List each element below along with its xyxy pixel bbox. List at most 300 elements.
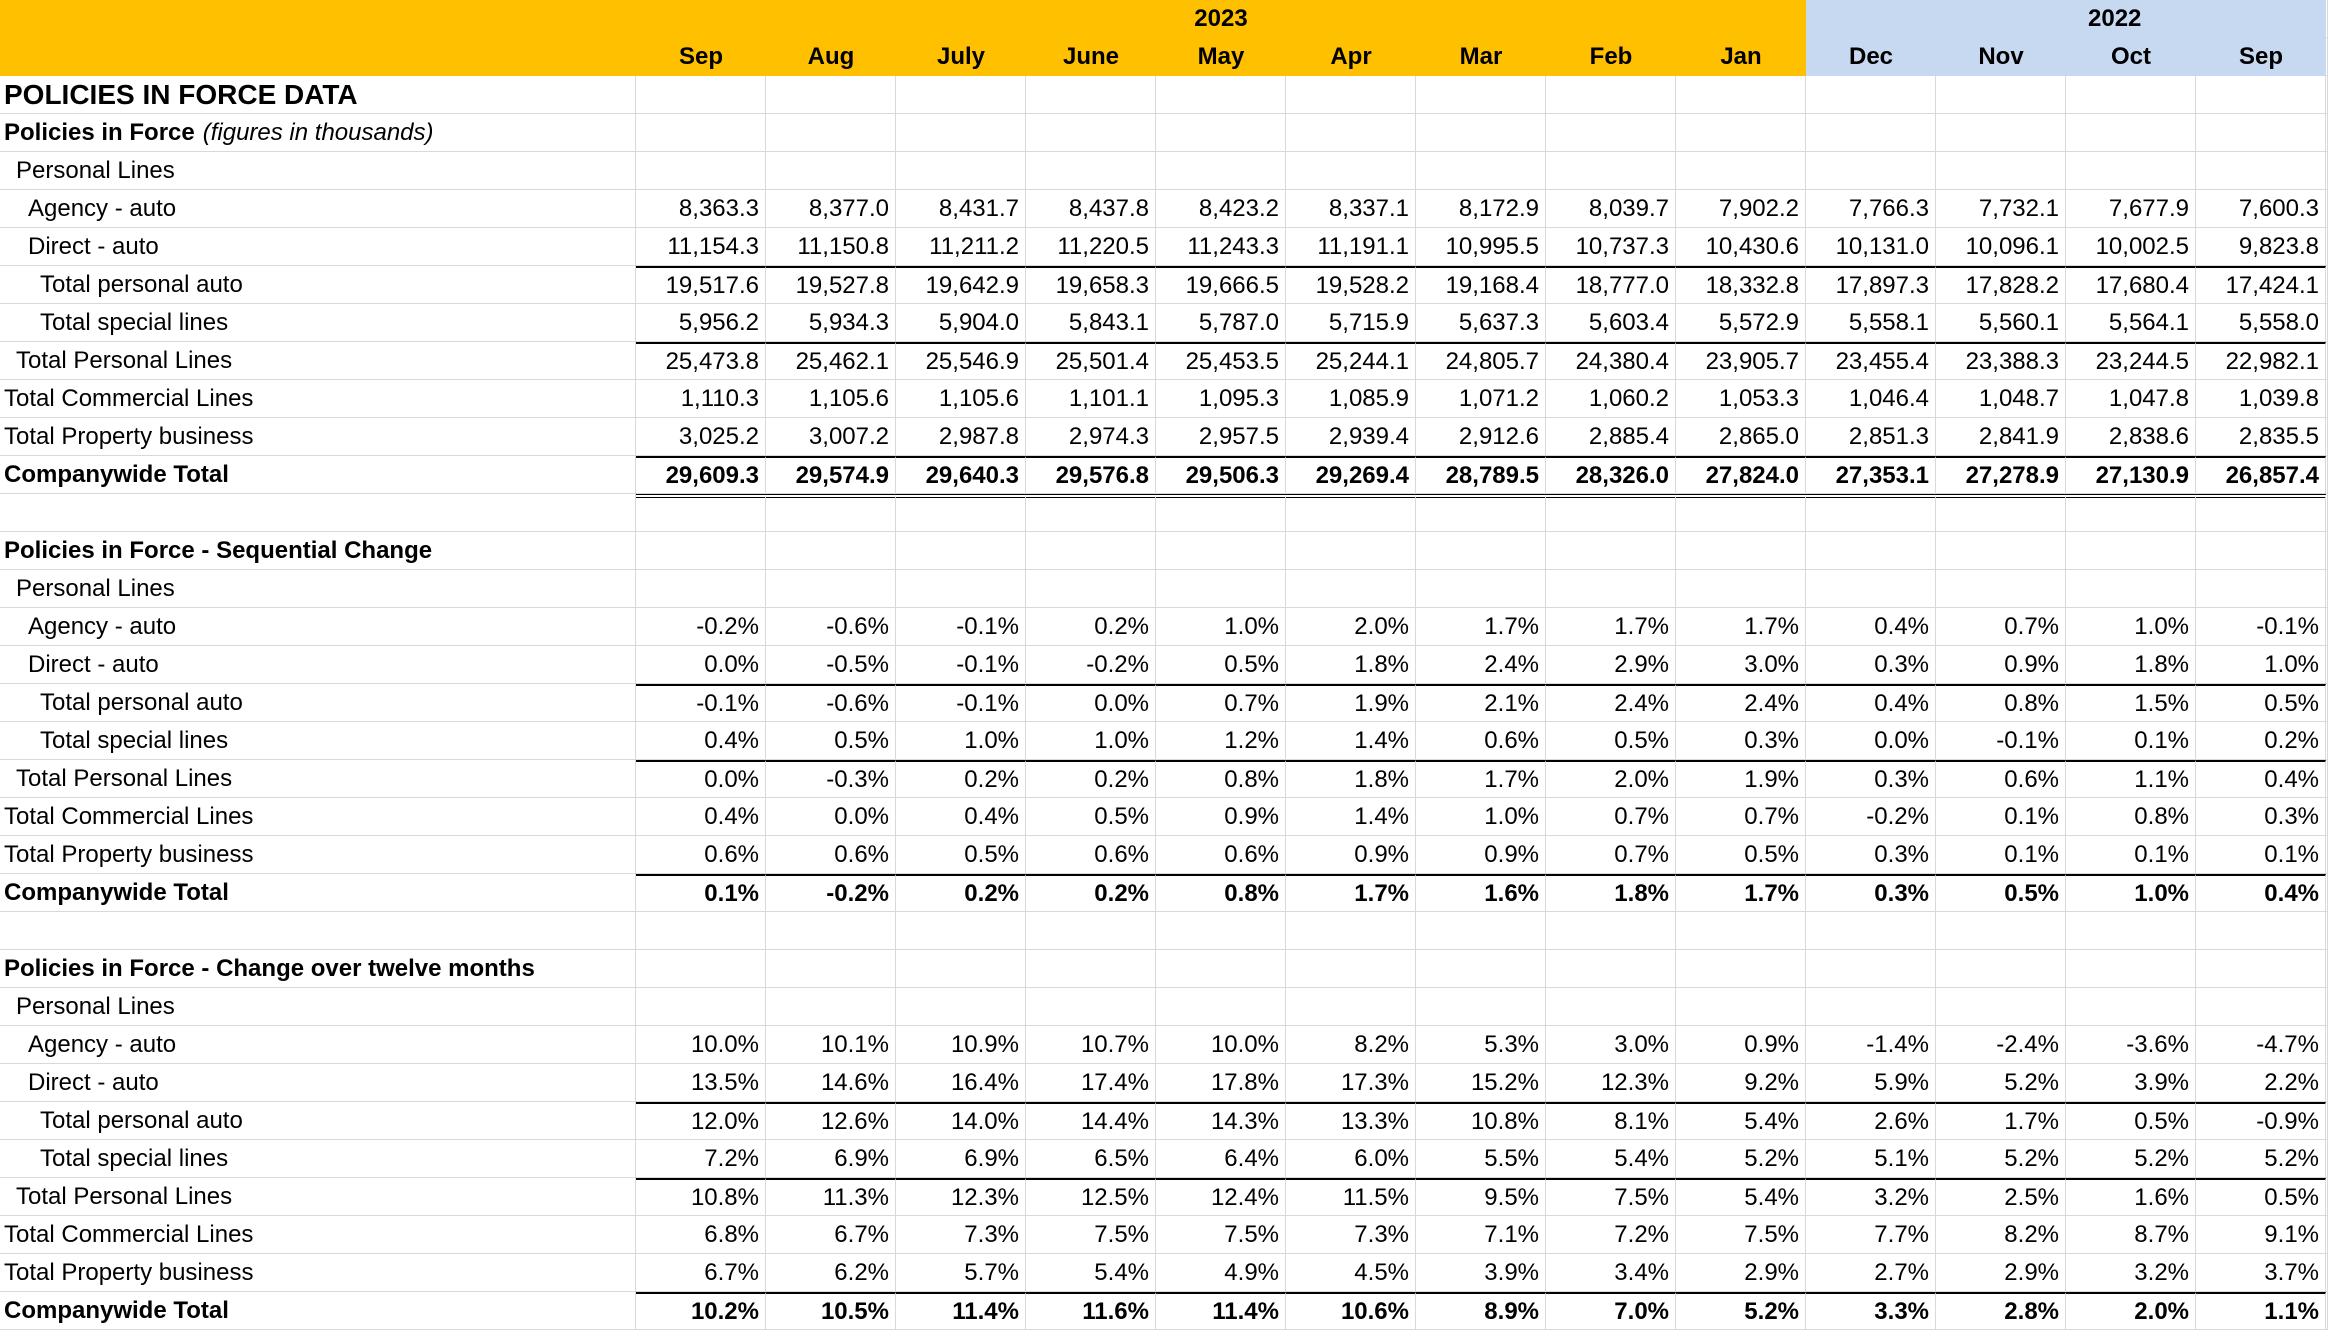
value-cell[interactable]: -0.1% [636, 684, 766, 722]
value-cell[interactable]: 6.9% [896, 1140, 1026, 1178]
value-cell[interactable]: 1.1% [2196, 1292, 2326, 1330]
value-cell[interactable]: 5.2% [2066, 1140, 2196, 1178]
empty-cell[interactable] [1806, 152, 1936, 190]
value-cell[interactable]: 7.5% [1676, 1216, 1806, 1254]
value-cell[interactable]: 10,995.5 [1416, 228, 1546, 266]
empty-cell[interactable] [1026, 76, 1156, 114]
value-cell[interactable]: 0.7% [1676, 798, 1806, 836]
header-fill[interactable] [636, 0, 766, 38]
empty-cell[interactable] [1416, 570, 1546, 608]
value-cell[interactable]: 11.3% [766, 1178, 896, 1216]
row-label[interactable]: Total special lines [0, 1140, 636, 1178]
empty-cell[interactable] [1156, 950, 1286, 988]
empty-cell[interactable] [1676, 570, 1806, 608]
value-cell[interactable]: 0.4% [636, 798, 766, 836]
row-label[interactable]: Total Personal Lines [0, 760, 636, 798]
value-cell[interactable]: 12.0% [636, 1102, 766, 1140]
value-cell[interactable]: 11,150.8 [766, 228, 896, 266]
value-cell[interactable]: 27,130.9 [2066, 456, 2196, 494]
value-cell[interactable]: 2,841.9 [1936, 418, 2066, 456]
empty-cell[interactable] [2196, 494, 2326, 532]
empty-cell[interactable] [2066, 988, 2196, 1026]
empty-cell[interactable] [766, 912, 896, 950]
empty-cell[interactable] [896, 570, 1026, 608]
value-cell[interactable]: 4.5% [1286, 1254, 1416, 1292]
value-cell[interactable]: 1,085.9 [1286, 380, 1416, 418]
section-heading[interactable] [0, 950, 636, 988]
value-cell[interactable]: 7.7% [1806, 1216, 1936, 1254]
value-cell[interactable]: 0.7% [1546, 798, 1676, 836]
empty-cell[interactable] [636, 532, 766, 570]
empty-cell[interactable] [2066, 152, 2196, 190]
value-cell[interactable]: -0.1% [896, 646, 1026, 684]
value-cell[interactable]: 5.2% [2196, 1140, 2326, 1178]
value-cell[interactable]: 8,363.3 [636, 190, 766, 228]
value-cell[interactable]: 0.1% [636, 874, 766, 912]
empty-cell[interactable] [1286, 912, 1416, 950]
empty-cell[interactable] [766, 570, 896, 608]
value-cell[interactable]: 1.9% [1676, 760, 1806, 798]
value-cell[interactable]: 27,278.9 [1936, 456, 2066, 494]
empty-cell[interactable] [896, 912, 1026, 950]
value-cell[interactable]: 5,564.1 [2066, 304, 2196, 342]
value-cell[interactable]: 5,787.0 [1156, 304, 1286, 342]
value-cell[interactable]: 27,824.0 [1676, 456, 1806, 494]
value-cell[interactable]: -0.9% [2196, 1102, 2326, 1140]
empty-cell[interactable] [1286, 114, 1416, 152]
value-cell[interactable]: 0.3% [2196, 798, 2326, 836]
value-cell[interactable]: 11,211.2 [896, 228, 1026, 266]
month-header[interactable]: Feb [1546, 38, 1676, 76]
group-label[interactable]: Personal Lines [0, 152, 636, 190]
empty-cell[interactable] [1286, 950, 1416, 988]
value-cell[interactable]: 0.4% [896, 798, 1026, 836]
value-cell[interactable]: 7.3% [1286, 1216, 1416, 1254]
value-cell[interactable]: 0.4% [2196, 874, 2326, 912]
section-heading[interactable] [0, 114, 636, 152]
value-cell[interactable]: 2.0% [2066, 1292, 2196, 1330]
empty-cell[interactable] [1416, 114, 1546, 152]
month-header[interactable]: Mar [1416, 38, 1546, 76]
value-cell[interactable]: 11.4% [896, 1292, 1026, 1330]
value-cell[interactable]: 5.4% [1676, 1102, 1806, 1140]
value-cell[interactable]: 5.3% [1416, 1026, 1546, 1064]
value-cell[interactable]: 17,828.2 [1936, 266, 2066, 304]
value-cell[interactable]: 8,431.7 [896, 190, 1026, 228]
value-cell[interactable]: 2,912.6 [1416, 418, 1546, 456]
empty-cell[interactable] [636, 950, 766, 988]
empty-cell[interactable] [1676, 494, 1806, 532]
value-cell[interactable]: 2.4% [1676, 684, 1806, 722]
value-cell[interactable]: 1,039.8 [2196, 380, 2326, 418]
value-cell[interactable]: 29,576.8 [1026, 456, 1156, 494]
row-label[interactable]: Agency - auto [0, 608, 636, 646]
value-cell[interactable]: 14.3% [1156, 1102, 1286, 1140]
value-cell[interactable]: 7.3% [896, 1216, 1026, 1254]
value-cell[interactable]: 12.5% [1026, 1178, 1156, 1216]
empty-cell[interactable] [636, 152, 766, 190]
value-cell[interactable]: 11.6% [1026, 1292, 1156, 1330]
value-cell[interactable]: 5,956.2 [636, 304, 766, 342]
value-cell[interactable]: 5.2% [1676, 1292, 1806, 1330]
row-label[interactable]: Direct - auto [0, 1064, 636, 1102]
value-cell[interactable]: 1.8% [2066, 646, 2196, 684]
value-cell[interactable]: 3.3% [1806, 1292, 1936, 1330]
value-cell[interactable]: 10,430.6 [1676, 228, 1806, 266]
value-cell[interactable]: 0.1% [2066, 722, 2196, 760]
row-label[interactable]: Companywide Total [0, 1292, 636, 1330]
empty-cell[interactable] [1156, 532, 1286, 570]
value-cell[interactable]: 0.4% [636, 722, 766, 760]
empty-cell[interactable] [1806, 912, 1936, 950]
value-cell[interactable]: 16.4% [896, 1064, 1026, 1102]
month-header[interactable]: Dec [1806, 38, 1936, 76]
empty-cell[interactable] [766, 152, 896, 190]
value-cell[interactable]: 12.3% [1546, 1064, 1676, 1102]
header-fill[interactable] [896, 0, 1026, 38]
value-cell[interactable]: 25,501.4 [1026, 342, 1156, 380]
value-cell[interactable]: 7,600.3 [2196, 190, 2326, 228]
empty-cell[interactable] [1806, 988, 1936, 1026]
empty-cell[interactable] [1286, 532, 1416, 570]
value-cell[interactable]: 0.6% [766, 836, 896, 874]
value-cell[interactable]: 2,987.8 [896, 418, 1026, 456]
value-cell[interactable]: 0.1% [2196, 836, 2326, 874]
value-cell[interactable]: 1.0% [896, 722, 1026, 760]
value-cell[interactable]: 8,337.1 [1286, 190, 1416, 228]
empty-cell[interactable] [1676, 152, 1806, 190]
value-cell[interactable]: 1,046.4 [1806, 380, 1936, 418]
value-cell[interactable]: 22,982.1 [2196, 342, 2326, 380]
value-cell[interactable]: 29,269.4 [1286, 456, 1416, 494]
empty-cell[interactable] [2066, 532, 2196, 570]
empty-cell[interactable] [1936, 988, 2066, 1026]
value-cell[interactable]: 1,105.6 [896, 380, 1026, 418]
value-cell[interactable]: 0.6% [1026, 836, 1156, 874]
empty-cell[interactable] [1676, 114, 1806, 152]
empty-cell[interactable] [1026, 570, 1156, 608]
value-cell[interactable]: -0.2% [1026, 646, 1156, 684]
empty-cell[interactable] [1156, 912, 1286, 950]
value-cell[interactable]: 5,572.9 [1676, 304, 1806, 342]
value-cell[interactable]: 0.9% [1156, 798, 1286, 836]
empty-cell[interactable] [1806, 114, 1936, 152]
empty-cell[interactable] [0, 912, 636, 950]
empty-cell[interactable] [2066, 76, 2196, 114]
header-blank[interactable] [0, 0, 636, 38]
value-cell[interactable]: 5.4% [1546, 1140, 1676, 1178]
value-cell[interactable]: 5.7% [896, 1254, 1026, 1292]
value-cell[interactable]: 1,048.7 [1936, 380, 2066, 418]
month-header[interactable]: Aug [766, 38, 896, 76]
value-cell[interactable]: 1.0% [1026, 722, 1156, 760]
value-cell[interactable]: 12.3% [896, 1178, 1026, 1216]
value-cell[interactable]: 3,025.2 [636, 418, 766, 456]
value-cell[interactable]: 0.8% [2066, 798, 2196, 836]
empty-cell[interactable] [1026, 950, 1156, 988]
value-cell[interactable]: 1.7% [1416, 608, 1546, 646]
value-cell[interactable]: 7,766.3 [1806, 190, 1936, 228]
value-cell[interactable]: 1.8% [1546, 874, 1676, 912]
value-cell[interactable]: 0.0% [1806, 722, 1936, 760]
value-cell[interactable]: 6.7% [766, 1216, 896, 1254]
value-cell[interactable]: 11.4% [1156, 1292, 1286, 1330]
empty-cell[interactable] [1806, 950, 1936, 988]
row-label[interactable]: Total Commercial Lines [0, 798, 636, 836]
value-cell[interactable]: 17.8% [1156, 1064, 1286, 1102]
value-cell[interactable]: 7.5% [1026, 1216, 1156, 1254]
value-cell[interactable]: 7,732.1 [1936, 190, 2066, 228]
value-cell[interactable]: 0.9% [1286, 836, 1416, 874]
value-cell[interactable]: 11,243.3 [1156, 228, 1286, 266]
empty-cell[interactable] [2066, 494, 2196, 532]
empty-cell[interactable] [1156, 494, 1286, 532]
empty-cell[interactable] [1936, 494, 2066, 532]
empty-cell[interactable] [1806, 494, 1936, 532]
value-cell[interactable]: 11,191.1 [1286, 228, 1416, 266]
value-cell[interactable]: 2.4% [1546, 684, 1676, 722]
value-cell[interactable]: 8.9% [1416, 1292, 1546, 1330]
value-cell[interactable]: 6.5% [1026, 1140, 1156, 1178]
value-cell[interactable]: 0.5% [2196, 1178, 2326, 1216]
value-cell[interactable]: 9.2% [1676, 1064, 1806, 1102]
row-label[interactable]: Companywide Total [0, 456, 636, 494]
header-fill[interactable] [1286, 0, 1416, 38]
value-cell[interactable]: 2,851.3 [1806, 418, 1936, 456]
value-cell[interactable]: 8.7% [2066, 1216, 2196, 1254]
value-cell[interactable]: 29,506.3 [1156, 456, 1286, 494]
value-cell[interactable]: 0.1% [1936, 798, 2066, 836]
value-cell[interactable]: 13.5% [636, 1064, 766, 1102]
empty-cell[interactable] [636, 494, 766, 532]
value-cell[interactable]: 6.8% [636, 1216, 766, 1254]
header-blank[interactable] [0, 38, 636, 76]
empty-cell[interactable] [1416, 912, 1546, 950]
value-cell[interactable]: -2.4% [1936, 1026, 2066, 1064]
value-cell[interactable]: 29,609.3 [636, 456, 766, 494]
value-cell[interactable]: 2,865.0 [1676, 418, 1806, 456]
value-cell[interactable]: 0.3% [1806, 760, 1936, 798]
value-cell[interactable]: 9.1% [2196, 1216, 2326, 1254]
value-cell[interactable]: 0.1% [1936, 836, 2066, 874]
empty-cell[interactable] [896, 494, 1026, 532]
row-label[interactable]: Agency - auto [0, 190, 636, 228]
value-cell[interactable]: 6.2% [766, 1254, 896, 1292]
empty-cell[interactable] [1156, 988, 1286, 1026]
value-cell[interactable]: 2.1% [1416, 684, 1546, 722]
value-cell[interactable]: 1,110.3 [636, 380, 766, 418]
empty-cell[interactable] [896, 988, 1026, 1026]
value-cell[interactable]: 0.5% [896, 836, 1026, 874]
value-cell[interactable]: 1.9% [1286, 684, 1416, 722]
value-cell[interactable]: 7.1% [1416, 1216, 1546, 1254]
row-label[interactable]: Total Property business [0, 418, 636, 456]
value-cell[interactable]: 5.4% [1676, 1178, 1806, 1216]
value-cell[interactable]: 0.8% [1156, 874, 1286, 912]
value-cell[interactable]: 10.9% [896, 1026, 1026, 1064]
value-cell[interactable]: 7.2% [636, 1140, 766, 1178]
value-cell[interactable]: 25,244.1 [1286, 342, 1416, 380]
row-label[interactable]: Total Property business [0, 836, 636, 874]
value-cell[interactable]: 6.7% [636, 1254, 766, 1292]
empty-cell[interactable] [1026, 532, 1156, 570]
value-cell[interactable]: 1.7% [1416, 760, 1546, 798]
value-cell[interactable]: 23,388.3 [1936, 342, 2066, 380]
header-fill[interactable] [766, 0, 896, 38]
empty-cell[interactable] [1286, 570, 1416, 608]
empty-cell[interactable] [1806, 76, 1936, 114]
value-cell[interactable]: 14.0% [896, 1102, 1026, 1140]
empty-cell[interactable] [896, 76, 1026, 114]
month-header[interactable]: Apr [1286, 38, 1416, 76]
empty-cell[interactable] [1156, 114, 1286, 152]
value-cell[interactable]: 17.3% [1286, 1064, 1416, 1102]
row-label[interactable]: Direct - auto [0, 646, 636, 684]
empty-cell[interactable] [1546, 950, 1676, 988]
value-cell[interactable]: 10,131.0 [1806, 228, 1936, 266]
empty-cell[interactable] [1936, 114, 2066, 152]
value-cell[interactable]: 10.7% [1026, 1026, 1156, 1064]
month-header[interactable]: June [1026, 38, 1156, 76]
value-cell[interactable]: 2.7% [1806, 1254, 1936, 1292]
value-cell[interactable]: 18,777.0 [1546, 266, 1676, 304]
empty-cell[interactable] [1806, 570, 1936, 608]
value-cell[interactable]: 2.2% [2196, 1064, 2326, 1102]
empty-cell[interactable] [1026, 988, 1156, 1026]
row-label[interactable]: Total personal auto [0, 266, 636, 304]
value-cell[interactable]: 10,096.1 [1936, 228, 2066, 266]
empty-cell[interactable] [1156, 76, 1286, 114]
row-label[interactable]: Total special lines [0, 722, 636, 760]
value-cell[interactable]: 19,642.9 [896, 266, 1026, 304]
value-cell[interactable]: -0.6% [766, 608, 896, 646]
value-cell[interactable]: 5,558.1 [1806, 304, 1936, 342]
value-cell[interactable]: 1,053.3 [1676, 380, 1806, 418]
value-cell[interactable]: 1.7% [1676, 608, 1806, 646]
value-cell[interactable]: 1,060.2 [1546, 380, 1676, 418]
empty-cell[interactable] [896, 950, 1026, 988]
value-cell[interactable]: 0.8% [1156, 760, 1286, 798]
value-cell[interactable]: 7,902.2 [1676, 190, 1806, 228]
value-cell[interactable]: 1,047.8 [2066, 380, 2196, 418]
value-cell[interactable]: 2.5% [1936, 1178, 2066, 1216]
empty-cell[interactable] [636, 76, 766, 114]
value-cell[interactable]: 1.0% [1416, 798, 1546, 836]
value-cell[interactable]: 0.2% [896, 874, 1026, 912]
empty-cell[interactable] [766, 988, 896, 1026]
value-cell[interactable]: 0.9% [1676, 1026, 1806, 1064]
value-cell[interactable]: 12.4% [1156, 1178, 1286, 1216]
empty-cell[interactable] [896, 114, 1026, 152]
row-label[interactable]: Total Personal Lines [0, 342, 636, 380]
empty-cell[interactable] [2066, 950, 2196, 988]
value-cell[interactable]: 1.4% [1286, 722, 1416, 760]
empty-cell[interactable] [1286, 76, 1416, 114]
value-cell[interactable]: 7.5% [1156, 1216, 1286, 1254]
value-cell[interactable]: 0.1% [2066, 836, 2196, 874]
value-cell[interactable]: 25,473.8 [636, 342, 766, 380]
value-cell[interactable]: 27,353.1 [1806, 456, 1936, 494]
value-cell[interactable]: 25,462.1 [766, 342, 896, 380]
value-cell[interactable]: 5,934.3 [766, 304, 896, 342]
value-cell[interactable]: 1.0% [2196, 646, 2326, 684]
empty-cell[interactable] [0, 494, 636, 532]
value-cell[interactable]: 6.9% [766, 1140, 896, 1178]
value-cell[interactable]: 0.2% [1026, 874, 1156, 912]
value-cell[interactable]: 11,220.5 [1026, 228, 1156, 266]
value-cell[interactable]: 10.8% [1416, 1102, 1546, 1140]
value-cell[interactable]: 2.9% [1676, 1254, 1806, 1292]
value-cell[interactable]: 4.9% [1156, 1254, 1286, 1292]
empty-cell[interactable] [1676, 912, 1806, 950]
value-cell[interactable]: 0.3% [1676, 722, 1806, 760]
empty-cell[interactable] [1546, 570, 1676, 608]
value-cell[interactable]: 10.5% [766, 1292, 896, 1330]
value-cell[interactable]: 8.2% [1936, 1216, 2066, 1254]
empty-cell[interactable] [2196, 570, 2326, 608]
value-cell[interactable]: 1.6% [2066, 1178, 2196, 1216]
group-label[interactable]: Personal Lines [0, 570, 636, 608]
value-cell[interactable]: -0.1% [896, 608, 1026, 646]
value-cell[interactable]: 0.3% [1806, 874, 1936, 912]
value-cell[interactable]: 0.0% [1026, 684, 1156, 722]
month-header[interactable]: Jan [1676, 38, 1806, 76]
header-fill[interactable] [1026, 0, 1156, 38]
value-cell[interactable]: 3.9% [2066, 1064, 2196, 1102]
value-cell[interactable]: 9.5% [1416, 1178, 1546, 1216]
empty-cell[interactable] [766, 950, 896, 988]
value-cell[interactable]: 0.2% [2196, 722, 2326, 760]
month-header[interactable]: July [896, 38, 1026, 76]
value-cell[interactable]: 8,377.0 [766, 190, 896, 228]
empty-cell[interactable] [1416, 152, 1546, 190]
value-cell[interactable]: 8.2% [1286, 1026, 1416, 1064]
value-cell[interactable]: 1.8% [1286, 760, 1416, 798]
value-cell[interactable]: 1.8% [1286, 646, 1416, 684]
value-cell[interactable]: 5.4% [1026, 1254, 1156, 1292]
value-cell[interactable]: 7.2% [1546, 1216, 1676, 1254]
value-cell[interactable]: 24,805.7 [1416, 342, 1546, 380]
empty-cell[interactable] [896, 532, 1026, 570]
header-fill[interactable] [1416, 0, 1546, 38]
value-cell[interactable]: 3,007.2 [766, 418, 896, 456]
empty-cell[interactable] [1936, 532, 2066, 570]
value-cell[interactable]: 9,823.8 [2196, 228, 2326, 266]
value-cell[interactable]: 1.5% [2066, 684, 2196, 722]
value-cell[interactable]: 19,168.4 [1416, 266, 1546, 304]
value-cell[interactable]: 3.2% [2066, 1254, 2196, 1292]
value-cell[interactable]: 5,560.1 [1936, 304, 2066, 342]
value-cell[interactable]: 1.0% [2066, 608, 2196, 646]
value-cell[interactable]: 19,658.3 [1026, 266, 1156, 304]
value-cell[interactable]: 3.0% [1676, 646, 1806, 684]
empty-cell[interactable] [1936, 152, 2066, 190]
value-cell[interactable]: 0.5% [1026, 798, 1156, 836]
value-cell[interactable]: 2.0% [1546, 760, 1676, 798]
empty-cell[interactable] [636, 988, 766, 1026]
value-cell[interactable]: 5,904.0 [896, 304, 1026, 342]
value-cell[interactable]: 12.6% [766, 1102, 896, 1140]
value-cell[interactable]: 0.4% [2196, 760, 2326, 798]
empty-cell[interactable] [1546, 912, 1676, 950]
value-cell[interactable]: 8,423.2 [1156, 190, 1286, 228]
value-cell[interactable]: 2.0% [1286, 608, 1416, 646]
value-cell[interactable]: 25,546.9 [896, 342, 1026, 380]
value-cell[interactable]: 8.1% [1546, 1102, 1676, 1140]
empty-cell[interactable] [1676, 76, 1806, 114]
value-cell[interactable]: 0.6% [1936, 760, 2066, 798]
empty-cell[interactable] [1546, 988, 1676, 1026]
